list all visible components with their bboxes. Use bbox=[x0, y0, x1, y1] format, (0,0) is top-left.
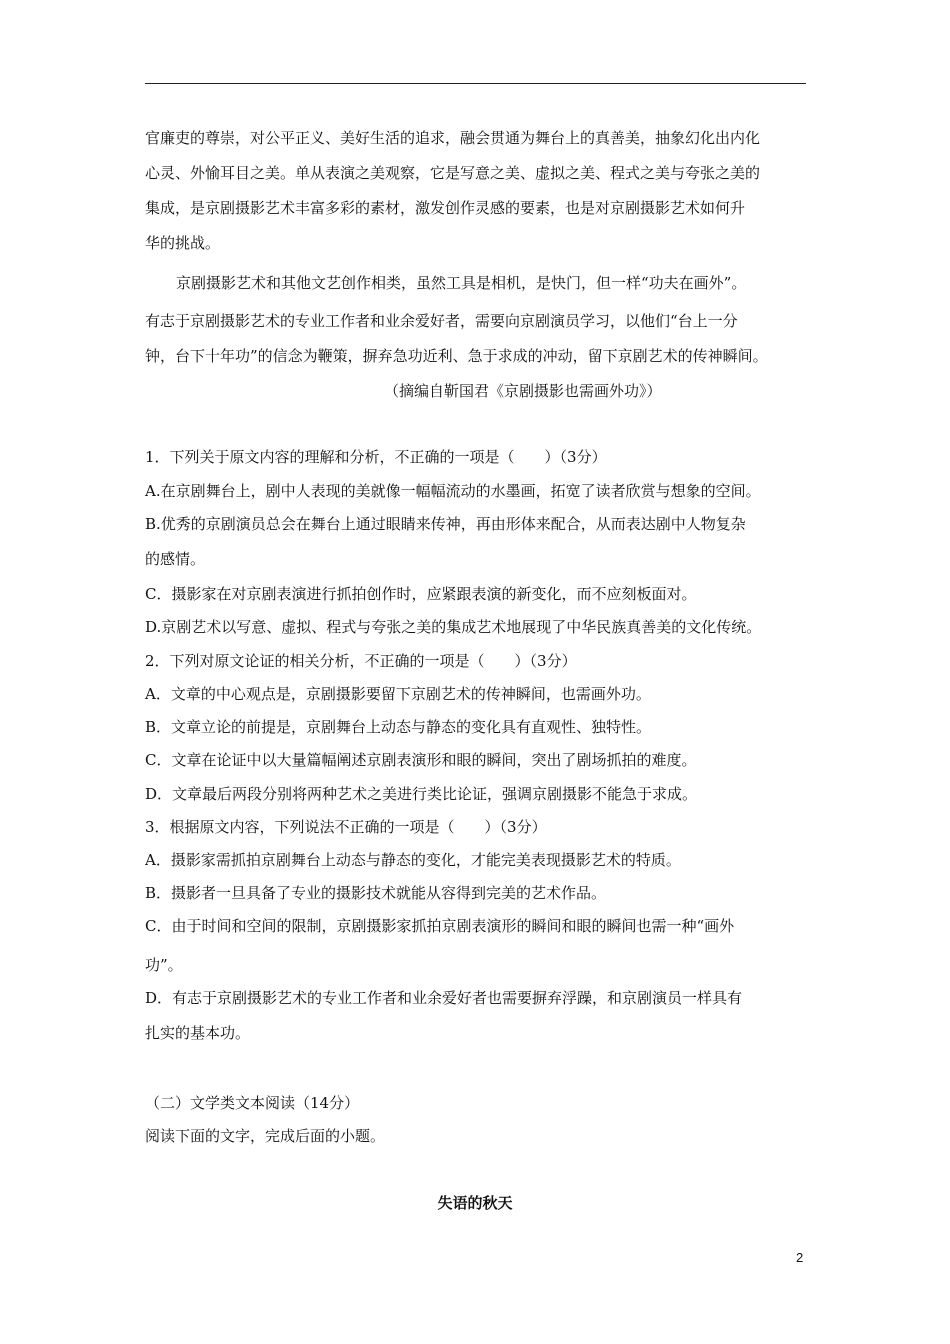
passage-line: 钟，台下十年功”的信念为鞭策，摒弃急功近利、急于求成的冲动，留下京剧艺术的传神瞬间。 bbox=[145, 347, 768, 365]
question-line: B．文章立论的前提是，京剧舞台上动态与静态的变化具有直观性、独特性。 bbox=[145, 718, 652, 736]
passage-source: （摘编自靳国君《京剧摄影也需画外功》） bbox=[384, 382, 662, 400]
passage-line: 有志于京剧摄影艺术的专业工作者和业余爱好者，需要向京剧演员学习，以他们“台上一分 bbox=[145, 312, 738, 330]
passage-line: 集成，是京剧摄影艺术丰富多彩的素材，激发创作灵感的要素，也是对京剧摄影艺术如何升 bbox=[145, 199, 746, 217]
question-line: D.京剧艺术以写意、虚拟、程式与夸张之美的集成艺术地展现了中华民族真善美的文化传统。 bbox=[145, 618, 762, 636]
question-line: A．摄影家需抓拍京剧舞台上动态与静态的变化，才能完美表现摄影艺术的特质。 bbox=[145, 851, 681, 869]
passage-line: 华的挑战。 bbox=[145, 234, 221, 252]
question-line: C．文章在论证中以大量篇幅阐述京剧表演形和眼的瞬间，突出了剧场抓拍的难度。 bbox=[145, 751, 697, 769]
question-line: 2．下列对原文论证的相关分析，不正确的一项是（ ）（3分） bbox=[145, 652, 577, 670]
question-line: 功”。 bbox=[145, 956, 183, 974]
question-line: 的感情。 bbox=[145, 550, 206, 568]
question-line: 扎实的基本功。 bbox=[145, 1024, 251, 1042]
header-rule bbox=[145, 83, 806, 84]
passage-line: 心灵、外愉耳目之美。单从表演之美观察，它是写意之美、虚拟之美、程式之美与夸张之美的 bbox=[145, 164, 761, 182]
question-line: A.在京剧舞台上，剧中人表现的美就像一幅幅流动的水墨画，拓宽了读者欣赏与想象的空间。 bbox=[145, 482, 761, 500]
section-heading: （二）文学类文本阅读（14分） bbox=[145, 1094, 360, 1112]
question-line: 1．下列关于原文内容的理解和分析，不正确的一项是（ ）（3分） bbox=[145, 448, 607, 466]
question-line: B.优秀的京剧演员总会在舞台上通过眼睛来传神，再由形体来配合，从而表达剧中人物复杂 bbox=[145, 515, 746, 533]
question-line: B．摄影者一旦具备了专业的摄影技术就能从容得到完美的艺术作品。 bbox=[145, 884, 607, 902]
question-line: D．有志于京剧摄影艺术的专业工作者和业余爱好者也需要摒弃浮躁，和京剧演员一样具有 bbox=[145, 989, 743, 1007]
section-instruction: 阅读下面的文字，完成后面的小题。 bbox=[145, 1127, 386, 1145]
story-title: 失语的秋天 bbox=[437, 1194, 513, 1212]
question-line: 3．根据原文内容，下列说法不正确的一项是（ ）（3分） bbox=[145, 818, 547, 836]
passage-line: 官廉吏的尊崇，对公平正义、美好生活的追求，融会贯通为舞台上的真善美，抽象幻化出内化 bbox=[145, 129, 761, 147]
passage-line: 京剧摄影艺术和其他文艺创作相类，虽然工具是相机，是快门，但一样“功夫在画外”。 bbox=[176, 274, 747, 292]
question-line: D．文章最后两段分别将两种艺术之美进行类比论证，强调京剧摄影不能急于求成。 bbox=[145, 785, 698, 803]
question-line: A．文章的中心观点是，京剧摄影要留下京剧艺术的传神瞬间，也需画外功。 bbox=[145, 685, 651, 703]
question-line: C．由于时间和空间的限制，京剧摄影家抓拍京剧表演形的瞬间和眼的瞬间也需一种“画外 bbox=[145, 917, 735, 935]
question-line: C．摄影家在对京剧表演进行抓拍创作时，应紧跟表演的新变化，而不应刻板面对。 bbox=[145, 585, 697, 603]
page-number: 2 bbox=[796, 1250, 804, 1265]
